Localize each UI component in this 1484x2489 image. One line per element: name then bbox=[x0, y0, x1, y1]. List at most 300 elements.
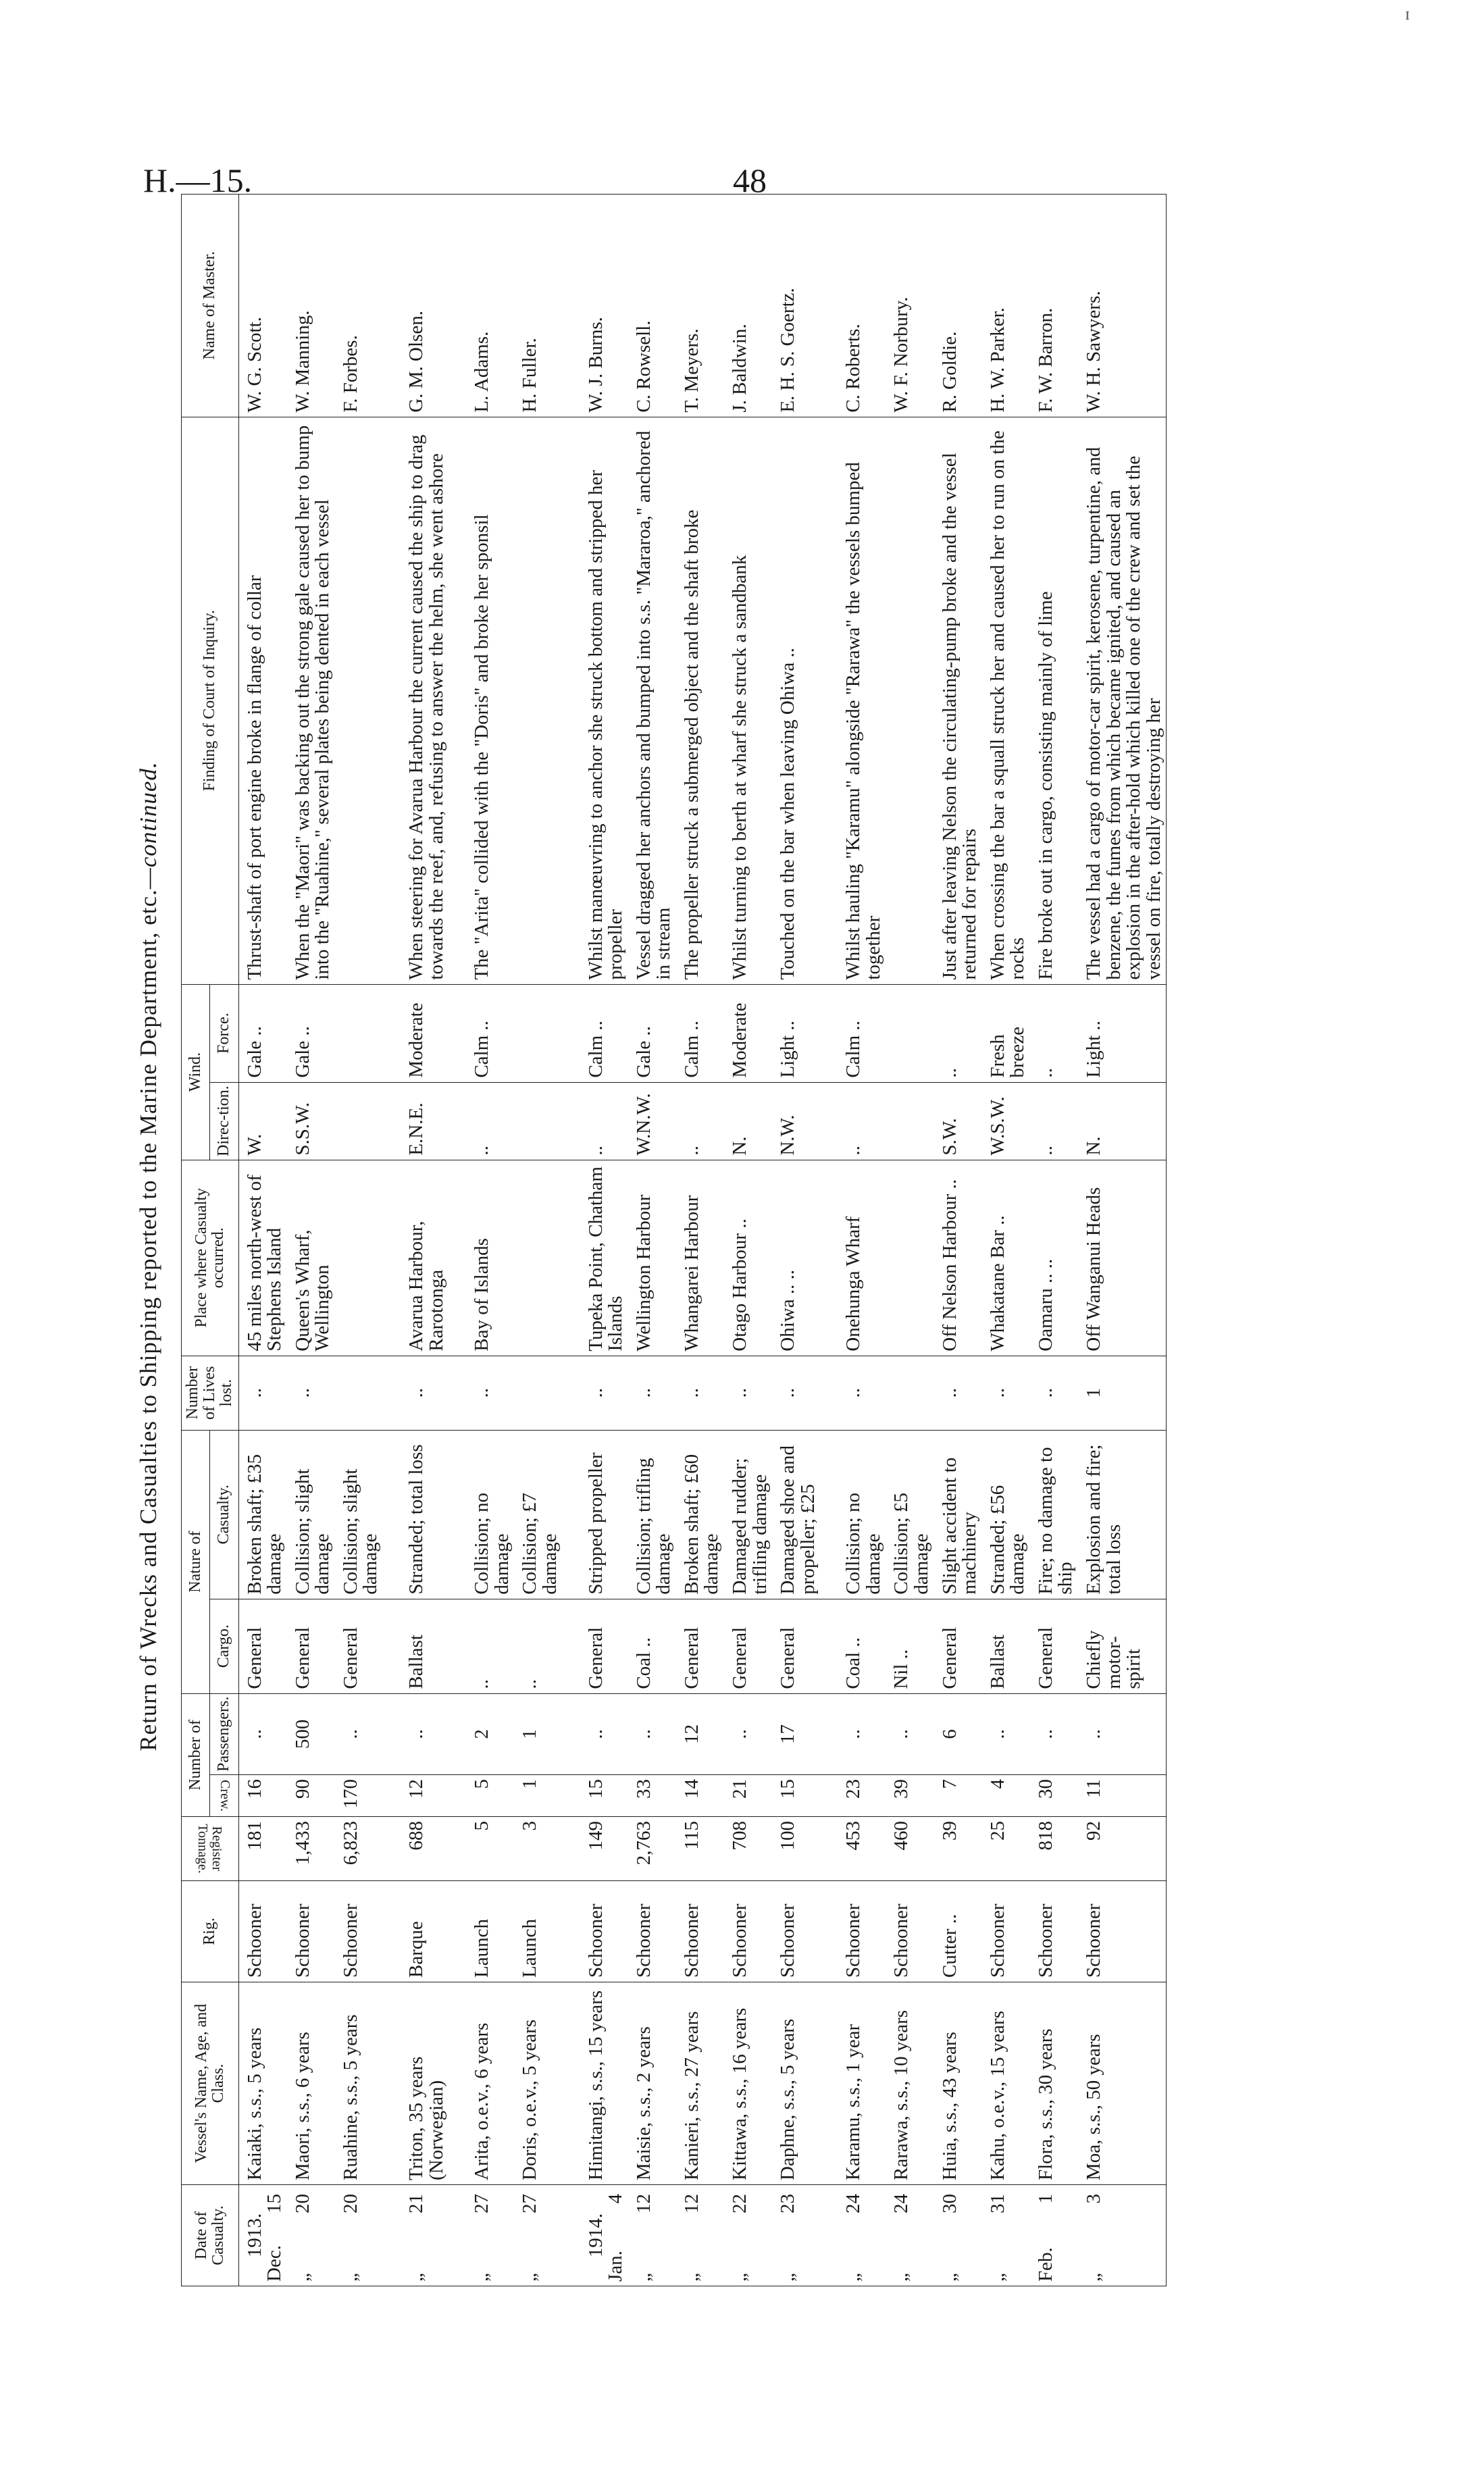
force-cell: Calm .. bbox=[466, 984, 514, 1082]
spacer-cell bbox=[383, 1693, 401, 1774]
master-cell: R. Goldie. bbox=[934, 194, 982, 417]
place-cell bbox=[886, 1160, 933, 1356]
passengers-cell: 12 bbox=[676, 1693, 724, 1774]
spacer-cell bbox=[449, 984, 466, 1082]
direction-cell: .. bbox=[580, 1082, 628, 1160]
spacer-cell bbox=[449, 1599, 466, 1693]
cargo-cell: General bbox=[1030, 1599, 1078, 1693]
rig-cell: Schooner bbox=[886, 1881, 933, 1982]
rig-cell: Schooner bbox=[982, 1881, 1030, 1982]
lives-cell: .. bbox=[934, 1356, 982, 1430]
rig-cell: Schooner bbox=[335, 1881, 383, 1982]
finding-cell bbox=[514, 417, 562, 984]
master-cell: C. Rowsell. bbox=[628, 194, 676, 417]
spacer-cell bbox=[820, 984, 838, 1082]
vessel-cell: Kaiaki, s.s., 5 years bbox=[238, 1982, 287, 2185]
force-cell: Gale .. bbox=[238, 984, 287, 1082]
crew-cell: 5 bbox=[466, 1775, 514, 1817]
group-spacer bbox=[820, 194, 838, 2286]
table-row bbox=[628, 194, 676, 2286]
table-title-suffix: —continued. bbox=[135, 761, 161, 890]
table-row bbox=[1030, 194, 1078, 2286]
crew-cell: 15 bbox=[580, 1775, 628, 1817]
rig-cell: Schooner bbox=[580, 1881, 628, 1982]
finding-cell: The propeller struck a submerged object and the shaft broke bbox=[676, 417, 724, 984]
finding-cell: Whilst manœuvring to anchor she struck bottom and stripped her propeller bbox=[580, 417, 628, 984]
cargo-cell: General bbox=[335, 1599, 383, 1693]
spacer-cell bbox=[820, 1160, 838, 1356]
lives-cell bbox=[514, 1356, 562, 1430]
passengers-cell: .. bbox=[1030, 1693, 1078, 1774]
spacer-cell bbox=[383, 1775, 401, 1817]
crew-cell: 11 bbox=[1078, 1775, 1167, 1817]
force-cell bbox=[335, 984, 383, 1082]
rig-cell: Launch bbox=[466, 1881, 514, 1982]
force-cell bbox=[886, 984, 933, 1082]
spacer-cell bbox=[563, 1082, 580, 1160]
date-day: 12 bbox=[680, 2194, 702, 2213]
master-cell: C. Roberts. bbox=[838, 194, 886, 417]
master-cell: L. Adams. bbox=[466, 194, 514, 417]
direction-cell: W. bbox=[238, 1082, 287, 1160]
document-code: H.—15. bbox=[143, 161, 253, 199]
spacer-cell bbox=[449, 1693, 466, 1774]
tonnage-cell: 115 bbox=[676, 1817, 724, 1881]
date-day: 23 bbox=[777, 2194, 799, 2213]
spacer-cell bbox=[563, 2185, 580, 2286]
place-cell: Whangarei Harbour bbox=[676, 1160, 724, 1356]
vessel-cell: Huia, s.s., 43 years bbox=[934, 1982, 982, 2185]
table-row bbox=[238, 194, 287, 2286]
passengers-cell: .. bbox=[886, 1693, 933, 1774]
table-row bbox=[466, 194, 514, 2286]
force-cell: Light .. bbox=[1078, 984, 1167, 1082]
date-month: „ bbox=[777, 2273, 799, 2282]
spacer-cell bbox=[563, 1982, 580, 2185]
finding-cell: When the "Maori" was backing out the strong gale caused her to bump into the "Ruahine," several plates being dented in each vessel bbox=[287, 417, 335, 984]
passengers-cell: 2 bbox=[466, 1693, 514, 1774]
table-row bbox=[934, 194, 982, 2286]
vessel-cell: Daphne, s.s., 5 years bbox=[772, 1982, 820, 2185]
spacer-cell bbox=[820, 1356, 838, 1430]
passengers-cell: .. bbox=[335, 1693, 383, 1774]
finding-cell: Thrust-shaft of port engine broke in flange of collar bbox=[238, 417, 287, 984]
finding-cell bbox=[886, 417, 933, 984]
casualty-cell: Stranded; £56 damage bbox=[982, 1430, 1030, 1599]
date-month: „ bbox=[1083, 2273, 1105, 2282]
lives-cell: 1 bbox=[1078, 1356, 1167, 1430]
finding-cell bbox=[335, 417, 383, 984]
finding-cell: The "Arita" collided with the "Doris" and broke her sponsil bbox=[466, 417, 514, 984]
master-cell: H. W. Parker. bbox=[982, 194, 1030, 417]
lives-cell: .. bbox=[238, 1356, 287, 1430]
crew-cell: 16 bbox=[238, 1775, 287, 1817]
header-direction: Direc-tion. bbox=[210, 1082, 238, 1160]
lives-cell: .. bbox=[1030, 1356, 1078, 1430]
place-cell: Off Wanganui Heads bbox=[1078, 1160, 1167, 1356]
header-nature-of: Nature of bbox=[182, 1430, 210, 1693]
passengers-cell: .. bbox=[724, 1693, 772, 1774]
spacer-cell bbox=[563, 1817, 580, 1881]
table-row bbox=[724, 194, 772, 2286]
cargo-cell: .. bbox=[514, 1599, 562, 1693]
spacer-cell bbox=[449, 194, 466, 417]
crew-cell: 21 bbox=[724, 1775, 772, 1817]
spacer-cell bbox=[563, 1430, 580, 1599]
spacer-cell bbox=[449, 1356, 466, 1430]
lives-cell: .. bbox=[287, 1356, 335, 1430]
finding-cell: When steering for Avarua Harbour the current caused the ship to drag towards the reef, and, refusing to answer the helm, she went ashore bbox=[401, 417, 449, 984]
tonnage-cell: 6,823 bbox=[335, 1817, 383, 1881]
finding-cell: Just after leaving Nelson the circulating-pump broke and the vessel returned for repairs bbox=[934, 417, 982, 984]
master-cell: J. Baldwin. bbox=[724, 194, 772, 417]
group-spacer bbox=[383, 194, 401, 2286]
spacer-cell bbox=[449, 2185, 466, 2286]
header-number-of: Number of bbox=[182, 1693, 210, 1816]
date-day: 3 bbox=[1083, 2194, 1105, 2204]
spacer-cell bbox=[820, 194, 838, 417]
finding-cell: When crossing the bar a squall struck her and caused her to run on the rocks bbox=[982, 417, 1030, 984]
page-number: 48 bbox=[733, 161, 767, 199]
place-cell bbox=[335, 1160, 383, 1356]
lives-cell: .. bbox=[676, 1356, 724, 1430]
vessel-cell: Himitangi, s.s., 15 years bbox=[580, 1982, 628, 2185]
crew-cell: 1 bbox=[514, 1775, 562, 1817]
spacer-cell bbox=[383, 1982, 401, 2185]
passengers-cell: .. bbox=[580, 1693, 628, 1774]
finding-cell: Fire broke out in cargo, consisting mainly of lime bbox=[1030, 417, 1078, 984]
direction-cell: N.W. bbox=[772, 1082, 820, 1160]
vessel-cell: Arita, o.e.v., 6 years bbox=[466, 1982, 514, 2185]
passengers-cell: .. bbox=[982, 1693, 1030, 1774]
spacer-cell bbox=[449, 1430, 466, 1599]
date-cell bbox=[580, 2185, 628, 2286]
crew-cell: 39 bbox=[886, 1775, 933, 1817]
date-day: 30 bbox=[938, 2194, 961, 2213]
lives-cell: .. bbox=[466, 1356, 514, 1430]
spacer-cell bbox=[563, 194, 580, 417]
group-spacer bbox=[563, 194, 580, 2286]
vessel-cell: Doris, o.e.v., 5 years bbox=[514, 1982, 562, 2185]
spacer-cell bbox=[383, 984, 401, 1082]
table-row bbox=[838, 194, 886, 2286]
vessel-cell: Triton, 35 years (Norwegian) bbox=[401, 1982, 449, 2185]
date-month: „ bbox=[842, 2273, 865, 2282]
lives-cell bbox=[886, 1356, 933, 1430]
place-cell: Tupeka Point, Chatham Islands bbox=[580, 1160, 628, 1356]
master-cell: H. Fuller. bbox=[514, 194, 562, 417]
date-cell bbox=[401, 2185, 449, 2286]
force-cell: .. bbox=[934, 984, 982, 1082]
date-month: „ bbox=[632, 2273, 655, 2282]
spacer-cell bbox=[383, 1817, 401, 1881]
spacer-cell bbox=[449, 1982, 466, 2185]
tonnage-cell: 460 bbox=[886, 1817, 933, 1881]
rig-cell: Cutter .. bbox=[934, 1881, 982, 1982]
rig-cell: Schooner bbox=[628, 1881, 676, 1982]
force-cell: Calm .. bbox=[580, 984, 628, 1082]
date-month: „ bbox=[986, 2273, 1008, 2282]
cargo-cell: Coal .. bbox=[838, 1599, 886, 1693]
master-cell: W. J. Burns. bbox=[580, 194, 628, 417]
casualty-cell: Collision; no damage bbox=[838, 1430, 886, 1599]
table-row bbox=[1078, 194, 1167, 2286]
crew-cell: 4 bbox=[982, 1775, 1030, 1817]
date-month: „ bbox=[890, 2273, 913, 2282]
spacer-cell bbox=[449, 1775, 466, 1817]
spacer-cell bbox=[383, 417, 401, 984]
force-cell: Gale .. bbox=[287, 984, 335, 1082]
header-crew bbox=[210, 1775, 238, 1817]
force-cell bbox=[514, 984, 562, 1082]
passengers-cell: .. bbox=[238, 1693, 287, 1774]
vessel-cell: Maori, s.s., 6 years bbox=[287, 1982, 335, 2185]
spacer-cell bbox=[563, 1881, 580, 1982]
passengers-cell: 17 bbox=[772, 1693, 820, 1774]
date-month: Jan. bbox=[605, 2251, 627, 2282]
direction-cell: S.W. bbox=[934, 1082, 982, 1160]
tonnage-cell: 453 bbox=[838, 1817, 886, 1881]
place-cell: Queen's Wharf, Wellington bbox=[287, 1160, 335, 1356]
rig-cell: Schooner bbox=[1030, 1881, 1078, 1982]
vessel-cell: Kittawa, s.s., 16 years bbox=[724, 1982, 772, 2185]
passengers-cell: .. bbox=[628, 1693, 676, 1774]
master-cell: W. F. Norbury. bbox=[886, 194, 933, 417]
tonnage-cell: 149 bbox=[580, 1817, 628, 1881]
force-cell: Fresh breeze bbox=[982, 984, 1030, 1082]
master-cell: G. M. Olsen. bbox=[401, 194, 449, 417]
cargo-cell: Ballast bbox=[401, 1599, 449, 1693]
casualties-table bbox=[181, 194, 1167, 2286]
spacer-cell bbox=[449, 1881, 466, 1982]
vessel-cell: Maisie, s.s., 2 years bbox=[628, 1982, 676, 2185]
table-body bbox=[238, 194, 1167, 2286]
spacer-cell bbox=[820, 2185, 838, 2286]
spacer-cell bbox=[563, 1356, 580, 1430]
passengers-cell: 1 bbox=[514, 1693, 562, 1774]
cargo-cell: Nil .. bbox=[886, 1599, 933, 1693]
direction-cell bbox=[886, 1082, 933, 1160]
direction-cell: E.N.E. bbox=[401, 1082, 449, 1160]
header-wind: Wind. bbox=[182, 984, 210, 1160]
tonnage-cell: 181 bbox=[238, 1817, 287, 1881]
date-day: 27 bbox=[471, 2194, 493, 2213]
cargo-cell: Ballast bbox=[982, 1599, 1030, 1693]
master-cell: F. Forbes. bbox=[335, 194, 383, 417]
date-cell bbox=[1030, 2185, 1078, 2286]
casualty-cell: Collision; slight damage bbox=[335, 1430, 383, 1599]
place-cell: Bay of Islands bbox=[466, 1160, 514, 1356]
date-day: 20 bbox=[339, 2194, 361, 2213]
rig-cell: Schooner bbox=[724, 1881, 772, 1982]
date-month: Feb. bbox=[1034, 2247, 1056, 2282]
group-spacer bbox=[449, 194, 466, 2286]
force-cell: Light .. bbox=[772, 984, 820, 1082]
force-cell: Moderate bbox=[724, 984, 772, 1082]
header-place: Place where Casualty occurred. bbox=[182, 1160, 239, 1356]
spacer-cell bbox=[449, 1817, 466, 1881]
vessel-cell: Ruahine, s.s., 5 years bbox=[335, 1982, 383, 2185]
spacer-cell bbox=[820, 1775, 838, 1817]
rig-cell: Schooner bbox=[287, 1881, 335, 1982]
spacer-cell bbox=[820, 1982, 838, 2185]
vessel-cell: Rarawa, s.s., 10 years bbox=[886, 1982, 933, 2185]
crew-cell: 14 bbox=[676, 1775, 724, 1817]
date-day: 31 bbox=[986, 2194, 1008, 2213]
casualty-cell: Stripped propeller bbox=[580, 1430, 628, 1599]
place-cell: Oamaru .. .. bbox=[1030, 1160, 1078, 1356]
header-crew-text: Crew. bbox=[218, 1779, 233, 1812]
place-cell: Onehunga Wharf bbox=[838, 1160, 886, 1356]
tonnage-cell: 5 bbox=[466, 1817, 514, 1881]
table-title bbox=[135, 226, 162, 2286]
cargo-cell: General bbox=[724, 1599, 772, 1693]
passengers-cell: 500 bbox=[287, 1693, 335, 1774]
casualty-cell: Explosion and fire; total loss bbox=[1078, 1430, 1167, 1599]
header-casualty: Casualty. bbox=[210, 1430, 238, 1599]
lives-cell: .. bbox=[724, 1356, 772, 1430]
date-month: „ bbox=[291, 2273, 313, 2282]
spacer-cell bbox=[449, 1082, 466, 1160]
table-row bbox=[886, 194, 933, 2286]
cargo-cell: General bbox=[238, 1599, 287, 1693]
spacer-cell bbox=[449, 417, 466, 984]
direction-cell: W.N.W. bbox=[628, 1082, 676, 1160]
spacer-cell bbox=[820, 1881, 838, 1982]
finding-cell: Vessel dragged her anchors and bumped into s.s. "Mararoa," anchored in stream bbox=[628, 417, 676, 984]
date-day: 22 bbox=[728, 2194, 750, 2213]
cargo-cell: General bbox=[287, 1599, 335, 1693]
master-cell: W. Manning. bbox=[287, 194, 335, 417]
date-cell bbox=[628, 2185, 676, 2286]
date-month: „ bbox=[938, 2273, 961, 2282]
header-date: Date of Casualty. bbox=[182, 2185, 239, 2286]
spacer-cell bbox=[563, 1160, 580, 1356]
header-force: Force. bbox=[210, 984, 238, 1082]
lives-cell: .. bbox=[772, 1356, 820, 1430]
tonnage-cell: 818 bbox=[1030, 1817, 1078, 1881]
date-cell bbox=[335, 2185, 383, 2286]
header-tonnage-text: Register Tonnage. bbox=[195, 1824, 225, 1874]
header-finding: Finding of Court of Inquiry. bbox=[182, 417, 239, 984]
force-cell: Calm .. bbox=[838, 984, 886, 1082]
passengers-cell: 6 bbox=[934, 1693, 982, 1774]
casualty-cell: Broken shaft; £60 damage bbox=[676, 1430, 724, 1599]
header-rig: Rig. bbox=[182, 1881, 239, 1982]
table-row bbox=[401, 194, 449, 2286]
tonnage-cell: 39 bbox=[934, 1817, 982, 1881]
spacer-cell bbox=[820, 1599, 838, 1693]
spacer-cell bbox=[383, 1599, 401, 1693]
date-month: „ bbox=[405, 2273, 428, 2282]
lives-cell: .. bbox=[982, 1356, 1030, 1430]
vessel-cell: Kanieri, s.s., 27 years bbox=[676, 1982, 724, 2185]
cargo-cell: General bbox=[676, 1599, 724, 1693]
passengers-cell: .. bbox=[1078, 1693, 1167, 1774]
date-month: „ bbox=[339, 2273, 361, 2282]
spacer-cell bbox=[820, 1430, 838, 1599]
spacer-cell bbox=[563, 417, 580, 984]
spacer-cell bbox=[563, 984, 580, 1082]
master-cell: W. H. Sawyers. bbox=[1078, 194, 1167, 417]
lives-cell: .. bbox=[628, 1356, 676, 1430]
crew-cell: 7 bbox=[934, 1775, 982, 1817]
cargo-cell: General bbox=[934, 1599, 982, 1693]
date-year: 1914. bbox=[584, 2213, 607, 2258]
place-cell: Off Nelson Harbour .. bbox=[934, 1160, 982, 1356]
force-cell: Calm .. bbox=[676, 984, 724, 1082]
header-lives-lost: Number of Lives lost. bbox=[182, 1356, 239, 1430]
table-row bbox=[580, 194, 628, 2286]
finding-cell: The vessel had a cargo of motor-car spirit, kerosene, turpentine, and benzene, the fumes from which became ignited, and caused an explosion in the after-hold which killed one of the crew and set the vessel on fire, totally destroying her bbox=[1078, 417, 1167, 984]
date-month: Dec. bbox=[263, 2245, 286, 2282]
master-cell: E. H. S. Goertz. bbox=[772, 194, 820, 417]
direction-cell: .. bbox=[676, 1082, 724, 1160]
casualty-cell: Collision; no damage bbox=[466, 1430, 514, 1599]
casualty-cell: Collision; £5 damage bbox=[886, 1430, 933, 1599]
rig-cell: Launch bbox=[514, 1881, 562, 1982]
spacer-cell bbox=[383, 1430, 401, 1599]
table-row bbox=[982, 194, 1030, 2286]
date-cell bbox=[724, 2185, 772, 2286]
tonnage-cell: 100 bbox=[772, 1817, 820, 1881]
date-day: 1 bbox=[1034, 2194, 1056, 2204]
direction-cell: .. bbox=[838, 1082, 886, 1160]
master-cell: W. G. Scott. bbox=[238, 194, 287, 417]
date-cell bbox=[238, 2185, 287, 2286]
passengers-cell: .. bbox=[401, 1693, 449, 1774]
date-year: 1913. bbox=[243, 2213, 265, 2258]
casualty-cell: Collision; £7 damage bbox=[514, 1430, 562, 1599]
direction-cell: .. bbox=[1030, 1082, 1078, 1160]
direction-cell bbox=[514, 1082, 562, 1160]
tonnage-cell: 92 bbox=[1078, 1817, 1167, 1881]
spacer-cell bbox=[820, 417, 838, 984]
rig-cell: Schooner bbox=[238, 1881, 287, 1982]
date-day: 12 bbox=[632, 2194, 655, 2213]
crew-cell: 15 bbox=[772, 1775, 820, 1817]
header-vessel: Vessel's Name, Age, and Class. bbox=[182, 1982, 239, 2185]
lives-cell: .. bbox=[838, 1356, 886, 1430]
date-cell bbox=[886, 2185, 933, 2286]
rig-cell: Schooner bbox=[1078, 1881, 1167, 1982]
header-tonnage bbox=[182, 1817, 239, 1881]
date-cell bbox=[287, 2185, 335, 2286]
spacer-cell bbox=[563, 1599, 580, 1693]
casualty-cell: Damaged shoe and propeller; £25 bbox=[772, 1430, 820, 1599]
finding-cell: Whilst turning to berth at wharf she struck a sandbank bbox=[724, 417, 772, 984]
date-day: 24 bbox=[890, 2194, 913, 2213]
spacer-cell bbox=[563, 1693, 580, 1774]
cargo-cell: Coal .. bbox=[628, 1599, 676, 1693]
passengers-cell: .. bbox=[838, 1693, 886, 1774]
place-cell: 45 miles north-west of Stephens Island bbox=[238, 1160, 287, 1356]
casualty-cell: Broken shaft; £35 damage bbox=[238, 1430, 287, 1599]
tonnage-cell: 25 bbox=[982, 1817, 1030, 1881]
spacer-cell bbox=[563, 1775, 580, 1817]
date-day: 24 bbox=[842, 2194, 865, 2213]
spacer-cell bbox=[383, 2185, 401, 2286]
table-row bbox=[772, 194, 820, 2286]
vessel-cell: Karamu, s.s., 1 year bbox=[838, 1982, 886, 2185]
casualty-cell: Fire; no damage to ship bbox=[1030, 1430, 1078, 1599]
master-cell: F. W. Barron. bbox=[1030, 194, 1078, 417]
table-title-main: Return of Wrecks and Casualties to Shipping reported to the Marine Department, etc. bbox=[135, 889, 161, 1751]
lives-cell: .. bbox=[580, 1356, 628, 1430]
place-cell: Whakatane Bar .. bbox=[982, 1160, 1030, 1356]
force-cell: .. bbox=[1030, 984, 1078, 1082]
casualty-cell: Collision; trifling damage bbox=[628, 1430, 676, 1599]
